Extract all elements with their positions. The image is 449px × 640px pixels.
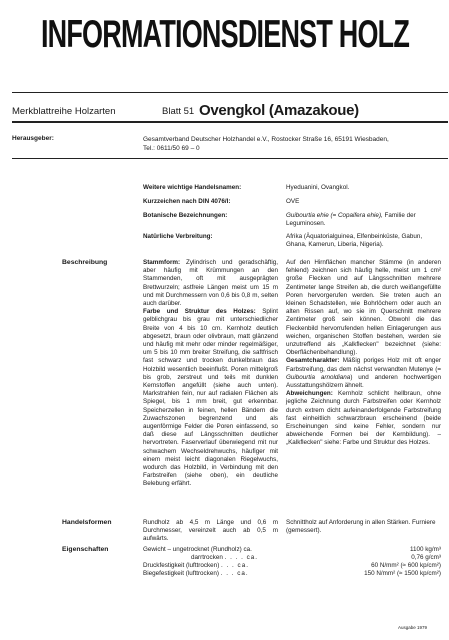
- gesamtcharakter-text-a: Mäßig poriges Holz mit oft enger Farbstreifung, das dem nächst verwandten Mutenye (=: [286, 357, 441, 373]
- edition-footer: Ausgabe 1979: [397, 625, 427, 630]
- masthead-title: INFORMATIONSDIENST HOLZ: [40, 12, 410, 56]
- section-handelsformen: Handelsformen: [62, 519, 112, 526]
- publisher-line-2: Tel.: 0611/50 69 – 0: [143, 145, 200, 152]
- sheet-number: Blatt 51: [162, 106, 195, 117]
- gesamtcharakter-head: Gesamtcharakter:: [286, 357, 340, 365]
- header-rule-bottom: [12, 121, 448, 123]
- publisher-text: [143, 135, 443, 153]
- property-row: [143, 546, 441, 554]
- name-value-3: Afrika (Äquatorialguinea, Elfenbeinküste, Gabun, Ghana, Kamerun, Liberia, Nigeria).: [286, 233, 423, 248]
- name-label-2: Botanische Bezeichnungen:: [143, 212, 228, 219]
- stammform-text: Zylindrisch und geradschäftig, aber häufig mit Krümmungen an den Stammenden, oft mit ausgeprägten Brettwurzeln; astfreie Längen meist um 15 m und mit Durchmessern von 0,6 bis 0,8 m, selten auch darüber.: [143, 259, 279, 308]
- name-value-1: OVE: [286, 198, 300, 205]
- handelsformen-right: Schnittholz auf Anforderung in allen Stärken. Furniere (gemessert).: [286, 519, 436, 535]
- kalkflecken-text: Auf den Hirnflächen mancher Stämme (in anderen fehlend) zeichnen sich häufig helle, meist um 1 cm² große Flecken und auf Längsschnitten mehrere Zentimeter lange Streifen ab, die durch weißangefüllte Poren hervorgerufen werden. Sie treten auch an kleinen Schadstellen, wie Bohrlöchern oder auch an alten Rissen auf, wo sie im Querschnitt mehrere Zentimeter groß sein können. Obwohl die das Fleckenbild hervorrufenden hellen Einlagerungen aus weichen, organischen Stoffen bestehen, werden sie unzutreffend als „Kalkflecken" bezeichnet (siehe: Oberflächenbehandlung).: [286, 259, 441, 357]
- gesamtcharakter-text-b: ) und anderen hochwertigen Ausstattungshölzern ähnelt.: [286, 373, 441, 390]
- name-label-3: Natürliche Verbreitung:: [143, 233, 213, 240]
- property-value: 150 N/mm² (≈ 1500 kp/cm²): [364, 570, 441, 577]
- property-ca: . . . ca.: [220, 570, 249, 577]
- beschreibung-left-column: [143, 259, 278, 489]
- series-header: [12, 93, 448, 119]
- property-ca: . . . ca.: [221, 562, 249, 569]
- botanical-family: Familie der Leguminosen.: [286, 212, 416, 227]
- property-label: darrtrocken: [191, 554, 223, 561]
- publisher-label: Herausgeber:: [12, 135, 54, 142]
- publisher-rule: [12, 158, 448, 159]
- property-value: 1100 kg/m³: [409, 546, 441, 553]
- name-value-0: Hyeduanini, Ovangkol.: [286, 184, 350, 191]
- handelsformen-left: Rundholz ab 4,5 m Länge und 0,6 m Durchmesser, vereinzelt auch ab 0,5 m aufwärts.: [143, 519, 278, 543]
- property-ca: . . . . ca.: [224, 554, 259, 561]
- property-value: 0,76 g/cm³: [411, 554, 441, 561]
- gesamtcharakter-species: Guibourtia arnoldiana: [286, 373, 351, 381]
- name-label-0: Weitere wichtige Handelsnamen:: [143, 184, 242, 191]
- property-ca: ca.: [243, 546, 252, 553]
- stammform-head: Stammform:: [143, 259, 181, 266]
- eigenschaften-table: [143, 546, 441, 578]
- property-row: [143, 570, 441, 578]
- farbe-text: Splint gelblichgrau bis grau mit unterschiedlicher Breite von 4 bis 10 cm. Kernholz deutlich abgesetzt, braun oder olivbraun, matt glänzend und häufig mit mehr oder minder regelmäßiger, um 5 bis 10 mm breiter Streifung, die saftfrisch fast schwarz und trocken dunkelbraun das Holzbild wesentlich beeinflußt. Poren mittelgroß bis grob, zerstreut und teils mit dunklen Kernstoffen angefüllt (siehe auch unten). Markstrahlen fein, nur auf radialen Flächen als Spiegel, bis 1 mm breit, gut erkennbar. Speicherzellen in feinen, hellen Bändern die Zuwachszonen begrenzend und als augenförmige Felder die Poren einfassend, so daß diese auf Längsschnitten deutlicher hervortreten. Faserverlauf überwiegend mit nur schwachem Wechseldrehwuchs, häufiger mit einem meist leicht diagonalen Riegelwuchs, wodurch das Holzbild, in Verbindung mit den Farbstreifen (siehe oben), ein deutliche Belebung erfährt.: [143, 308, 278, 488]
- property-label: Biegefestigkeit (lufttrocken): [143, 570, 219, 577]
- name-value-2: [286, 212, 441, 228]
- series-name: Merkblattreihe Holzarten: [12, 106, 116, 117]
- abweichungen-text: Kernholz schlicht hellbraun, ohne jegliche Zeichnung durch Farbstreifen oder Kernholz durch extrem dicht aufeinanderfolgende Farbstreifung fast einheitlich schwarzbraun erscheinend (beide Erscheinungen sind keine Fehler, sondern nur abweichende Formen bei der Kernbildung). – „Kalkflecken" siehe: Farbe und Struktur des Holzes.: [286, 390, 442, 447]
- species-title: Ovengkol (Amazakoue): [199, 102, 359, 119]
- beschreibung-right-column: [286, 259, 441, 448]
- property-label: Druckfestigkeit (lufttrocken): [143, 562, 220, 569]
- property-row: [143, 562, 441, 570]
- botanical-name: Guibourtia ehie (= Copaifera ehie),: [286, 212, 383, 219]
- abweichungen-head: Abweichungen:: [286, 390, 333, 398]
- property-value: 60 N/mm² (≈ 600 kp/cm²): [371, 562, 441, 569]
- section-eigenschaften: Eigenschaften: [62, 546, 109, 553]
- property-label: Gewicht – ungetrocknet (Rundholz): [143, 546, 242, 553]
- publisher-line-1: Gesamtverband Deutscher Holzhandel e.V., Rostocker Straße 16, 65191 Wiesbaden,: [143, 136, 389, 143]
- property-row: [143, 554, 441, 562]
- name-label-1: Kurzzeichen nach DIN 4076/I:: [143, 198, 231, 205]
- farbe-head: Farbe und Struktur des Holzes:: [143, 308, 256, 316]
- section-beschreibung: Beschreibung: [62, 259, 108, 266]
